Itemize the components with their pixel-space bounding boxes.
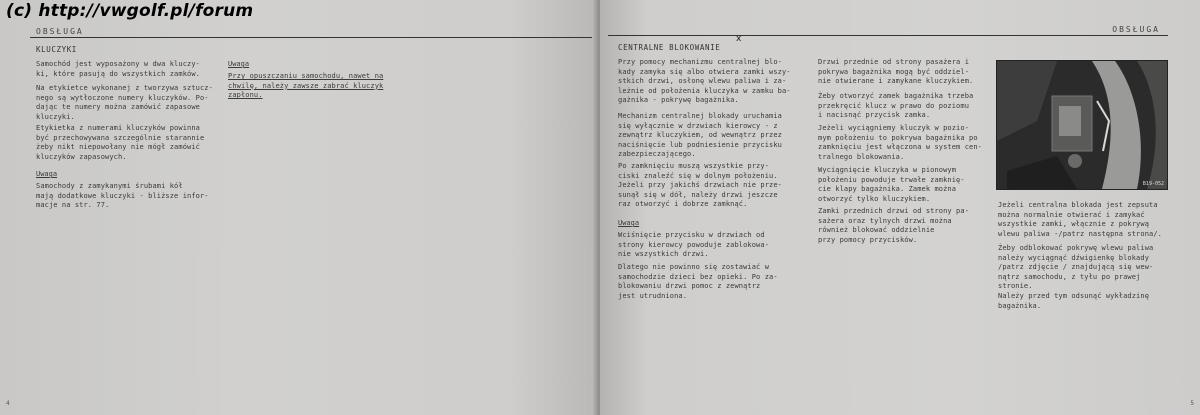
page-number: 4	[6, 400, 10, 407]
left-page	[0, 0, 598, 415]
note-text: Samochody z zamykanymi śrubami kół mają dodatkowe kluczyki - bliższe infor- macje na str. 77.	[36, 182, 209, 210]
note-label: Uwaga	[618, 219, 640, 227]
paragraph: Przy pomocy mechanizmu centralnej blo- kady zamyka się albo otwiera zamki wszy- stkich drzwi, osłonę wlewu paliwa i za- leżnie od położenia kluczyka w zamku ba- gażnika - pokrywę bagażnika.	[618, 58, 791, 105]
paragraph: Mechanizm centralnej blokady uruchamia się wyłącznie w drzwiach kierowcy - z zewnątrz kluczykiem, od wewnątrz przez naciśnięcie lub podniesienie przycisku zabezpieczającego.	[618, 112, 782, 159]
paragraph: Jeżeli wyciągniemy kluczyk w pozio- mym położeniu to pokrywa bagażnika po zamknięciu jest włączona w system cen- tralnego blokowania.	[818, 124, 982, 161]
note-text: Dlatego nie powinno się zostawiać w samochodzie dzieci bez opieki. Po za- blokowaniu drzwi pomoc z zewnątrz jest utrudniona.	[618, 263, 778, 300]
note-label: Uwaga	[228, 60, 250, 68]
trunk-photo-image	[997, 61, 1167, 189]
paragraph: Na etykietce wykonanej z tworzywa sztucz- nego są wytłoczone numery kluczyków. Po- dając te numery można zamówić zapasowe kluczyki.	[36, 84, 213, 121]
note-label: Uwaga	[36, 170, 58, 178]
trunk-photo	[996, 60, 1168, 190]
paragraph: Po zamknięciu muszą wszystkie przy- ciski znaleźć się w dolnym położeniu. Jeżeli przy jakichś drzwiach nie prze- sunął się w dół, należy drzwi jeszcze raz otworzyć i dobrze zamknąć.	[618, 162, 782, 209]
paragraph: Samochód jest wyposażony w dwa kluczy- ki, które pasują do wszystkich zamków.	[36, 60, 200, 78]
watermark: (c) http://vwgolf.pl/forum	[6, 1, 254, 21]
paragraph: Etykietka z numerami kluczyków powinna być przechowywana szczególnie starannie żeby nikt niepowołany nie mógł zamówić kluczyków zapasowych.	[36, 124, 205, 161]
page-number: 5	[1190, 400, 1194, 407]
photo-code: B19-052	[1142, 181, 1164, 187]
note-text: Wciśnięcie przycisku w drzwiach od strony kierowcy powoduje zablokowa- nie wszystkich drzwi.	[618, 231, 770, 259]
paragraph: Żeby odblokować pokrywę wlewu paliwa należy wyciągnąć dźwigienkę blokady /patrz zdjęcie / znajdującą się wew- nątrz samochodu, z tyłu po prawej stronie. Należy przed tym odsunąć wykładzinę bagażnika.	[998, 244, 1154, 310]
paragraph: Żeby otworzyć zamek bagażnika trzeba przekręcić klucz w prawo do poziomu i nacisnąć przycisk zamka.	[818, 92, 974, 120]
right-page	[600, 0, 1200, 415]
paragraph: Jeżeli centralna blokada jest zepsuta można normalnie otwierać i zamykać wszystkie zamki, włącznie z pokrywą wlewu paliwa -/patrz następna strona/.	[998, 201, 1162, 238]
section-heading: CENTRALNE BLOKOWANIE	[618, 43, 721, 52]
handwritten-mark: x	[736, 34, 742, 44]
header-rule	[608, 35, 1168, 36]
paragraph: Drzwi przednie od strony pasażera i pokrywa bagażnika mogą być oddziel- nie otwierane i zamykane kluczykiem.	[818, 58, 974, 86]
section-heading: KLUCZYKI	[36, 45, 77, 54]
section-label: OBSŁUGA	[1112, 25, 1160, 34]
paragraph: Wyciągnięcie kluczyka w pionowym położeniu powoduje trwałe zamknię- cie klapy bagażnika. Zamek można otworzyć tylko kluczykiem.	[818, 166, 965, 203]
header-rule	[30, 37, 598, 38]
section-label: OBSŁUGA	[36, 27, 84, 36]
paragraph: Zamki przednich drzwi od strony pa- sażera oraz tylnych drzwi można również blokować oddzielnie przy pomocy przycisków.	[818, 207, 970, 244]
note-text: Przy opuszczaniu samochodu, nawet na chwilę, należy zawsze zabrać kluczyk zapłonu.	[228, 72, 384, 100]
